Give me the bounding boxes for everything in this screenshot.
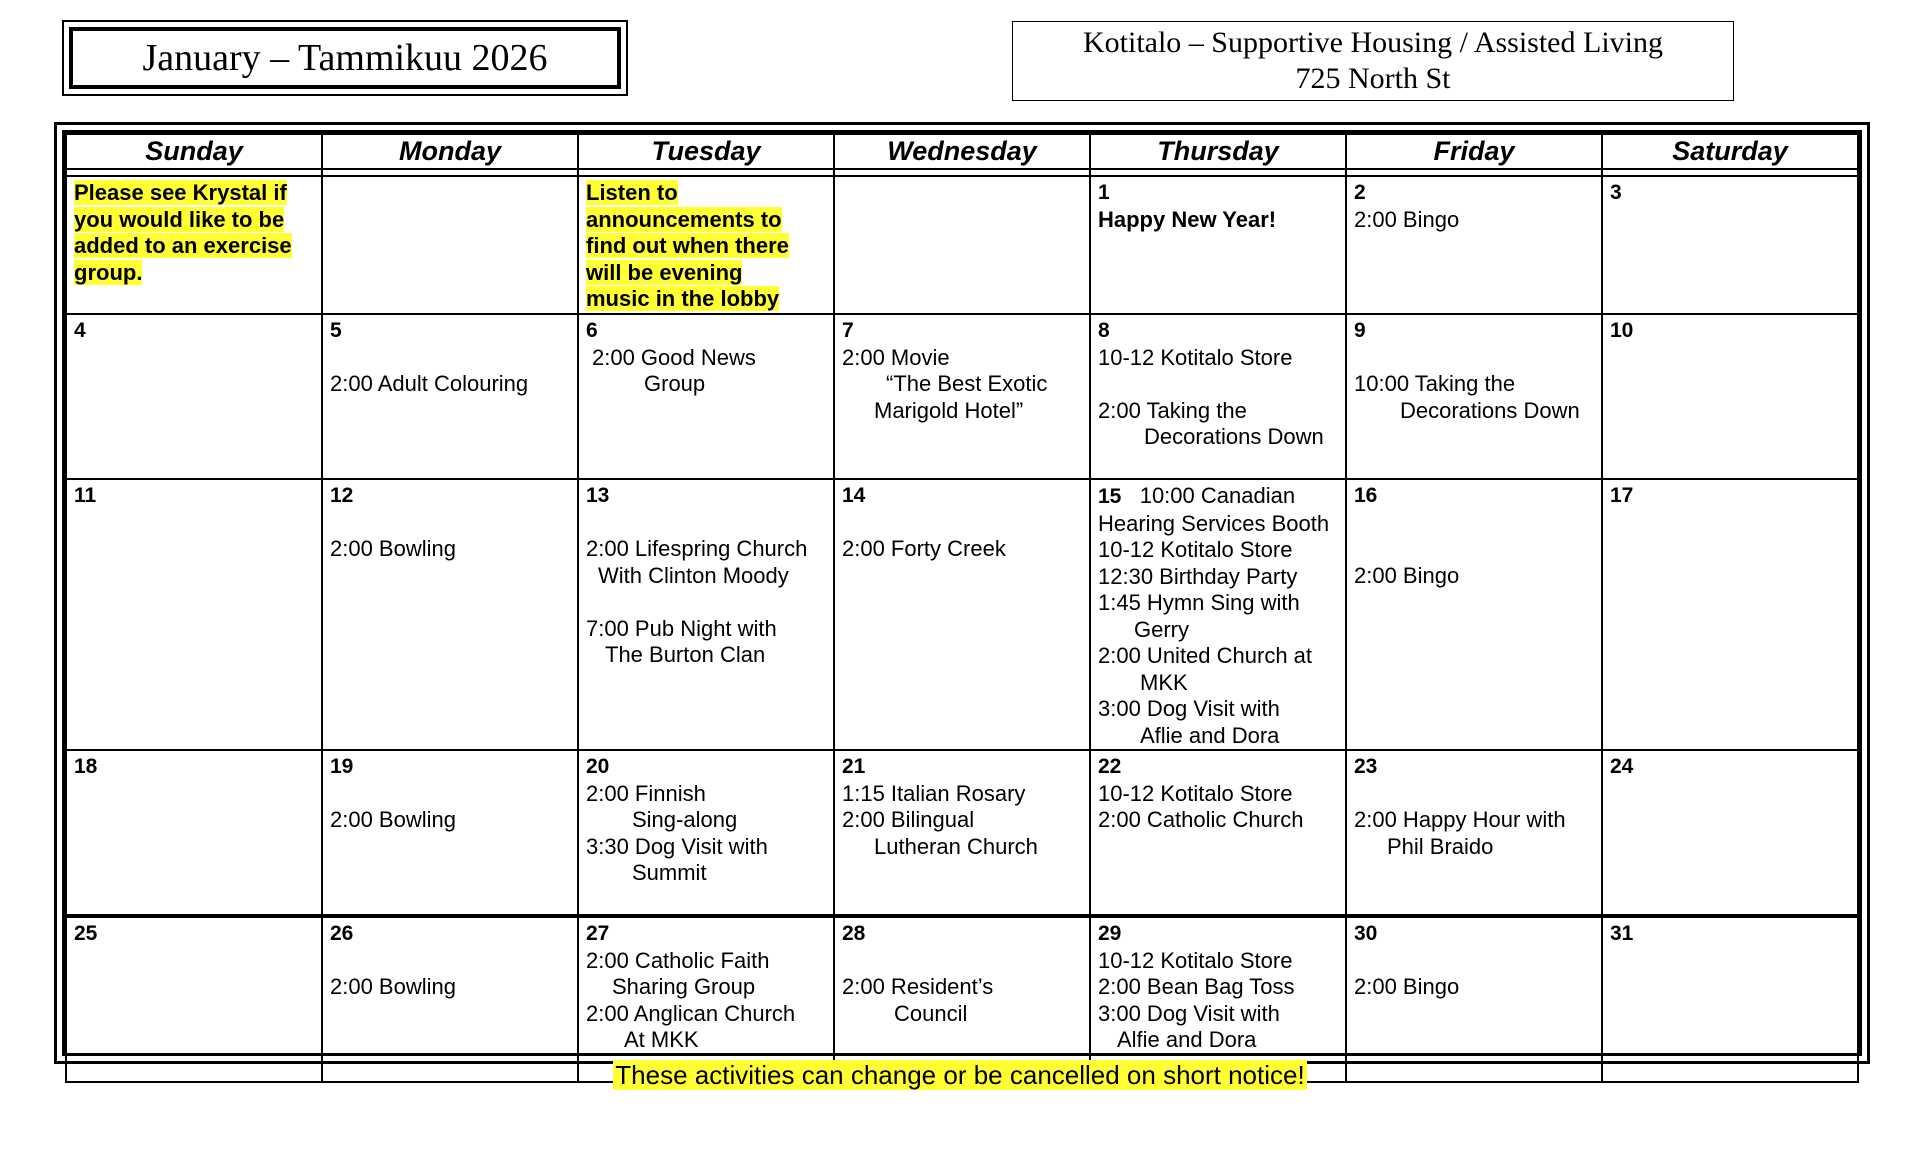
day-number: 11 xyxy=(74,484,97,507)
exercise-note xyxy=(74,180,292,285)
day-cell-3 xyxy=(1602,176,1858,314)
event-line: 2:00 Lifespring Church xyxy=(586,536,808,561)
day-cell-10 xyxy=(1602,314,1858,479)
day-cell-24 xyxy=(1602,750,1858,916)
day-number: 19 xyxy=(330,755,354,778)
day-number: 29 xyxy=(1098,922,1122,945)
week-row xyxy=(66,750,1858,916)
event-line: 2:00 Bowling xyxy=(330,536,456,561)
note-line: will be evening xyxy=(586,259,743,285)
event-line: 2:00 Movie xyxy=(842,344,950,370)
event-line: 2:00 Adult Colouring xyxy=(330,371,529,396)
day-number: 6 xyxy=(586,319,598,342)
day-cell-5 xyxy=(322,314,578,479)
day-cell-9 xyxy=(1346,314,1602,479)
event-line: 2:00 Catholic Church xyxy=(1098,807,1304,832)
day-number: 18 xyxy=(74,755,98,778)
day-cell-26 xyxy=(322,916,578,1082)
day-number: 7 xyxy=(842,319,854,342)
empty-day-cell xyxy=(322,176,578,314)
weekday-monday: Monday xyxy=(322,134,578,169)
event-line: 10:00 Taking the xyxy=(1354,371,1516,396)
event-line: Happy New Year! xyxy=(1098,206,1277,232)
day-cell-31 xyxy=(1602,916,1858,1082)
day-cell-13 xyxy=(578,479,834,750)
day-number: 14 xyxy=(842,484,866,507)
event-line: Hearing Services Booth xyxy=(1098,510,1330,536)
event-line: With Clinton Moody xyxy=(598,562,789,588)
event-line: 2:00 Good News xyxy=(592,344,756,370)
calendar-title: January – Tammikuu 2026 xyxy=(69,27,621,89)
day-cell-19 xyxy=(322,750,578,916)
day-cell-12 xyxy=(322,479,578,750)
note-line: you would like to be xyxy=(74,206,285,232)
day-number: 13 xyxy=(586,484,610,507)
event-line: Lutheran Church xyxy=(874,833,1038,859)
day-number: 16 xyxy=(1354,484,1378,507)
day-cell-14 xyxy=(834,479,1090,750)
event-line: The Burton Clan xyxy=(605,642,766,667)
day-cell-16 xyxy=(1346,479,1602,750)
event-line: “The Best Exotic xyxy=(886,371,1048,396)
day-number: 30 xyxy=(1354,922,1378,945)
day-number: 31 xyxy=(1610,922,1634,945)
event-line: Gerry xyxy=(1134,616,1189,642)
day-cell-22 xyxy=(1090,750,1346,916)
music-note xyxy=(586,180,789,311)
week-row xyxy=(66,479,1858,750)
event-line: Marigold Hotel” xyxy=(874,397,1024,423)
calendar-title-box xyxy=(62,20,628,96)
facility-address: 725 North St xyxy=(1295,62,1451,95)
event-line: 10-12 Kotitalo Store xyxy=(1098,537,1293,562)
note-line: group. xyxy=(74,259,143,285)
day-number: 27 xyxy=(586,922,610,945)
day-cell-11 xyxy=(66,479,322,750)
event-line: 2:00 Anglican Church xyxy=(586,1000,796,1026)
weekday-saturday: Saturday xyxy=(1602,134,1858,169)
event-line: 3:00 Dog Visit with xyxy=(1098,696,1280,721)
event-line: 2:00 Bingo xyxy=(1354,974,1460,999)
event-line: 2:00 Bilingual xyxy=(842,807,975,832)
day-cell-4 xyxy=(66,314,322,479)
week-row xyxy=(66,176,1858,314)
day-number: 10 xyxy=(1610,319,1634,342)
event-line: Group xyxy=(644,371,706,396)
calendar-table xyxy=(65,133,1859,1083)
event-line: 2:00 Catholic Faith xyxy=(586,947,770,973)
day-number: 4 xyxy=(74,319,86,342)
event-line: 3:00 Dog Visit with xyxy=(1098,1000,1280,1026)
note-line: added to an exercise xyxy=(74,233,292,258)
event-line: At MKK xyxy=(624,1027,699,1052)
day-number: 28 xyxy=(842,922,866,945)
event-line: Decorations Down xyxy=(1144,424,1324,449)
day-number: 26 xyxy=(330,922,354,945)
event-line: Summit xyxy=(632,860,707,885)
day-number: 23 xyxy=(1354,755,1378,778)
day-number: 17 xyxy=(1610,484,1634,507)
event-line: MKK xyxy=(1140,669,1188,695)
week-row xyxy=(66,916,1858,1082)
note-line: Please see Krystal if xyxy=(74,180,287,205)
event-line: 1:15 Italian Rosary xyxy=(842,780,1026,806)
week-row xyxy=(66,314,1858,479)
event-line: 10-12 Kotitalo Store xyxy=(1098,947,1293,973)
day-number: 3 xyxy=(1610,181,1622,204)
event-line: Sharing Group xyxy=(612,974,756,999)
day-number: 24 xyxy=(1610,755,1634,778)
day-number: 12 xyxy=(330,484,354,507)
event-line: 2:00 Bowling xyxy=(330,807,456,832)
day-cell-29 xyxy=(1090,916,1346,1082)
event-line: Phil Braido xyxy=(1387,833,1494,859)
note-line: Listen to xyxy=(586,180,678,205)
tuesday-note-cell xyxy=(578,176,834,314)
day-number: 2 xyxy=(1354,181,1366,204)
weekday-friday: Friday xyxy=(1346,134,1602,169)
day-cell-1 xyxy=(1090,176,1346,314)
facility-info-box xyxy=(1012,21,1734,101)
day-number: 9 xyxy=(1354,319,1366,342)
day-cell-28 xyxy=(834,916,1090,1082)
event-line: 2:00 Resident’s xyxy=(842,974,994,999)
weekday-tuesday: Tuesday xyxy=(578,134,834,169)
sunday-note-cell xyxy=(66,176,322,314)
event-line: 2:00 Finnish xyxy=(586,780,706,806)
event-line: Alfie and Dora xyxy=(1117,1027,1257,1052)
event-line: 2:00 Bean Bag Toss xyxy=(1098,974,1295,999)
day-cell-20 xyxy=(578,750,834,916)
day-number: 5 xyxy=(330,319,342,342)
weekday-sunday: Sunday xyxy=(66,134,322,169)
weekday-thursday: Thursday xyxy=(1090,134,1346,169)
event-line: Sing-along xyxy=(632,807,738,832)
calendar-grid xyxy=(62,130,1862,1056)
day-cell-30 xyxy=(1346,916,1602,1082)
event-line: 10-12 Kotitalo Store xyxy=(1098,344,1293,370)
event-line: 1:45 Hymn Sing with xyxy=(1098,590,1300,615)
facility-name: Kotitalo – Supportive Housing / Assisted Living xyxy=(1082,26,1663,59)
day-cell-18 xyxy=(66,750,322,916)
event-line xyxy=(1098,483,1337,511)
day-cell-21 xyxy=(834,750,1090,916)
weekday-header-row xyxy=(66,134,1858,169)
event-line: Council xyxy=(894,1000,968,1026)
event-line: 10-12 Kotitalo Store xyxy=(1098,780,1293,806)
event-line: 7:00 Pub Night with xyxy=(586,615,777,641)
note-line: find out when there xyxy=(586,233,789,258)
day-number: 20 xyxy=(586,755,610,778)
day-cell-27 xyxy=(578,916,834,1082)
event-line: 2:00 Forty Creek xyxy=(842,536,1006,561)
event-line: 12:30 Birthday Party xyxy=(1098,563,1298,589)
event-line: 2:00 Taking the xyxy=(1098,397,1247,423)
day-cell-8 xyxy=(1090,314,1346,479)
day-number: 25 xyxy=(74,922,98,945)
empty-day-cell xyxy=(834,176,1090,314)
footer-note xyxy=(0,1060,1920,1091)
note-line: music in the lobby xyxy=(586,286,780,311)
event-line: 2:00 Bowling xyxy=(330,974,456,999)
event-line: 2:00 Happy Hour with xyxy=(1354,807,1566,832)
day-cell-23 xyxy=(1346,750,1602,916)
event-line: Aflie and Dora xyxy=(1140,722,1280,748)
day-number: 15 xyxy=(1098,485,1122,508)
day-cell-17 xyxy=(1602,479,1858,750)
calendar-frame xyxy=(54,122,1870,1064)
day-number: 21 xyxy=(842,755,866,778)
event-line: 3:30 Dog Visit with xyxy=(586,833,768,859)
weekday-wednesday: Wednesday xyxy=(834,134,1090,169)
day-cell-7 xyxy=(834,314,1090,479)
event-line: 2:00 Bingo xyxy=(1354,562,1460,588)
day-number: 1 xyxy=(1098,181,1110,204)
event-line: Decorations Down xyxy=(1400,397,1580,423)
note-line: announcements to xyxy=(586,206,782,232)
day-number: 8 xyxy=(1098,319,1110,342)
day-number: 22 xyxy=(1098,755,1122,778)
footer-warning-text: These activities can change or be cancelled on short notice! xyxy=(615,1060,1305,1090)
day-cell-6 xyxy=(578,314,834,479)
day-cell-2 xyxy=(1346,176,1602,314)
day-cell-25 xyxy=(66,916,322,1082)
event-text: 10:00 Canadian xyxy=(1139,483,1296,508)
event-line: 2:00 United Church at xyxy=(1098,643,1313,668)
day-cell-15 xyxy=(1090,479,1346,750)
event-line: 2:00 Bingo xyxy=(1354,206,1460,232)
